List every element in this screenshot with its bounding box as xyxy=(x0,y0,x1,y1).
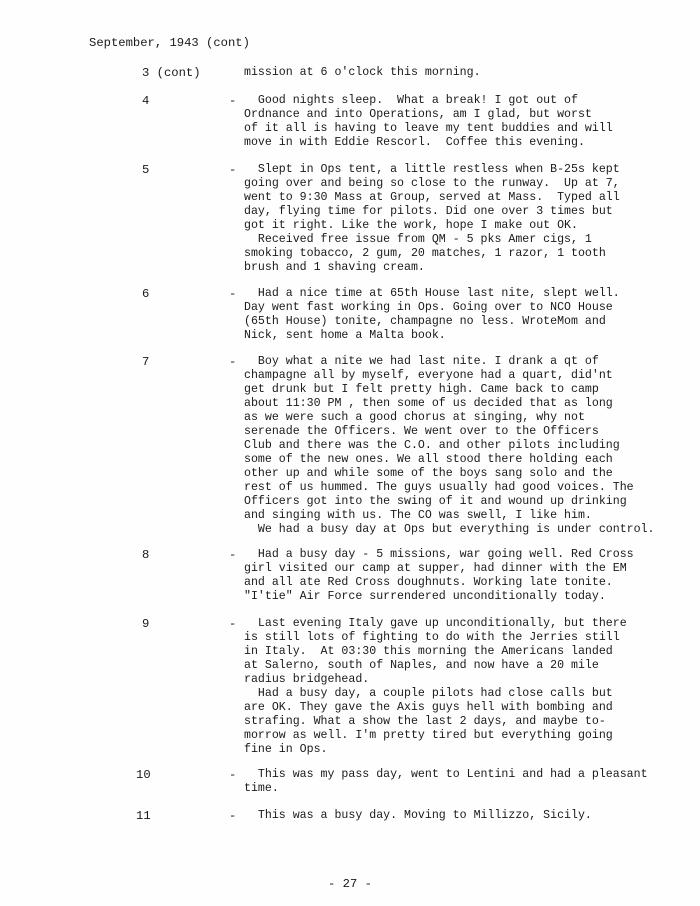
entry-day: 3 (cont) xyxy=(142,66,201,80)
entry-day: 11 xyxy=(136,809,151,823)
entry-line: Last evening Italy gave up unconditionally, but there xyxy=(244,617,627,630)
entry-line: going over and being so close to the runway. Up at 7, xyxy=(244,177,620,190)
entry-day: 4 xyxy=(142,94,150,108)
entry-line: Had a busy day - 5 missions, war going well. Red Cross xyxy=(244,548,634,561)
entry-line: morrow as well. I'm pretty tired but everything going xyxy=(244,729,613,742)
entry-line: in Italy. At 03:30 this morning the Americans landed xyxy=(244,645,613,658)
entry-line: at Salerno, south of Naples, and now have a 20 mile xyxy=(244,659,599,672)
entry-line: This was my pass day, went to Lentini and had a pleasant xyxy=(244,768,648,781)
entry-dash: - xyxy=(229,809,237,823)
entry-text xyxy=(244,355,655,537)
entry-day: 8 xyxy=(142,548,150,562)
entry-line: of it all is having to leave my tent buddies and will xyxy=(244,122,613,135)
entry-day: 7 xyxy=(142,355,150,369)
entry-line: Had a nice time at 65th House last nite, slept well. xyxy=(244,287,620,300)
entry-line: strafing. What a show the last 2 days, and maybe to- xyxy=(244,715,606,728)
entry-line: Received free issue from QM - 5 pks Amer cigs, 1 xyxy=(244,233,592,246)
entry-line: are OK. They gave the Axis guys hell with bombing and xyxy=(244,701,613,714)
entry-line: serenade the Officers. We went over to the Officers xyxy=(244,425,599,438)
entry-line: is still lots of fighting to do with the Jerries still xyxy=(244,631,620,644)
entry-line: Day went fast working in Ops. Going over to NCO House xyxy=(244,301,613,314)
entry-line: about 11:30 PM , then some of us decided that as long xyxy=(244,397,613,410)
entry-dash: - xyxy=(229,768,237,782)
entry-day: 9 xyxy=(142,617,150,631)
entry-line: rest of us hummed. The guys usually had good voices. The xyxy=(244,481,634,494)
entry-dash: - xyxy=(229,94,237,108)
entry-line: brush and 1 shaving cream. xyxy=(244,261,425,274)
entry-line: got it right. Like the work, hope I make out OK. xyxy=(244,219,578,232)
entry-line: as we were such a good chorus at singing, why not xyxy=(244,411,585,424)
entry-line: girl visited our camp at supper, had dinner with the EM xyxy=(244,562,627,575)
entry-line: Nick, sent home a Malta book. xyxy=(244,329,446,342)
entry-line: This was a busy day. Moving to Millizzo, Sicily. xyxy=(244,809,592,822)
entry-line: and all ate Red Cross doughnuts. Working late tonite. xyxy=(244,576,613,589)
entry-line: Had a busy day, a couple pilots had close calls but xyxy=(244,687,613,700)
entry-line: day, flying time for pilots. Did one over 3 times but xyxy=(244,205,613,218)
entry-line: move in with Eddie Rescorl. Coffee this evening. xyxy=(244,136,585,149)
entry-text xyxy=(244,66,481,80)
entry-text xyxy=(244,768,648,796)
entry-line: (65th House) tonite, champagne no less. WroteMom and xyxy=(244,315,606,328)
entry-line: and singing with us. The CO was swell, I like him. xyxy=(244,509,592,522)
entry-line: Good nights sleep. What a break! I got out of xyxy=(244,94,578,107)
entry-text xyxy=(244,548,634,604)
entry-line: champagne all by myself, everyone had a quart, did'nt xyxy=(244,369,613,382)
entry-line: fine in Ops. xyxy=(244,743,328,756)
entry-dash: - xyxy=(229,355,237,369)
entry-line: some of the new ones. We all stood there holding each xyxy=(244,453,613,466)
entry-line: Slept in Ops tent, a little restless when B-25s kept xyxy=(244,163,620,176)
entry-line: time. xyxy=(244,782,279,795)
page-number: - 27 - xyxy=(328,877,372,891)
entry-line: Club and there was the C.O. and other pilots including xyxy=(244,439,620,452)
entry-text xyxy=(244,287,620,343)
entry-day: 6 xyxy=(142,287,150,301)
entry-dash: - xyxy=(229,287,237,301)
entry-dash: - xyxy=(229,548,237,562)
entry-day: 5 xyxy=(142,163,150,177)
entry-line: "I'tie" Air Force surrendered unconditionally today. xyxy=(244,590,606,603)
entry-line: Boy what a nite we had last nite. I drank a qt of xyxy=(244,355,599,368)
entry-line: mission at 6 o'clock this morning. xyxy=(244,66,481,79)
entry-line: Ordnance and into Operations, am I glad, but worst xyxy=(244,108,592,121)
entry-line: Officers got into the swing of it and wound up drinking xyxy=(244,495,627,508)
entry-line: We had a busy day at Ops but everything is under control. xyxy=(244,523,655,536)
entry-line: smoking tobacco, 2 gum, 20 matches, 1 razor, 1 tooth xyxy=(244,247,606,260)
entry-line: other up and while some of the boys sang solo and the xyxy=(244,467,613,480)
page-header: September, 1943 (cont) xyxy=(89,36,250,50)
entry-text xyxy=(244,809,592,823)
entry-text xyxy=(244,617,627,757)
entry-day: 10 xyxy=(136,768,151,782)
entry-text xyxy=(244,163,620,275)
entry-line: went to 9:30 Mass at Group, served at Mass. Typed all xyxy=(244,191,620,204)
entry-line: radius bridgehead. xyxy=(244,673,370,686)
entry-dash: - xyxy=(229,617,237,631)
entry-line: get drunk but I felt pretty high. Came back to camp xyxy=(244,383,599,396)
entry-text xyxy=(244,94,613,150)
entry-dash: - xyxy=(229,163,237,177)
